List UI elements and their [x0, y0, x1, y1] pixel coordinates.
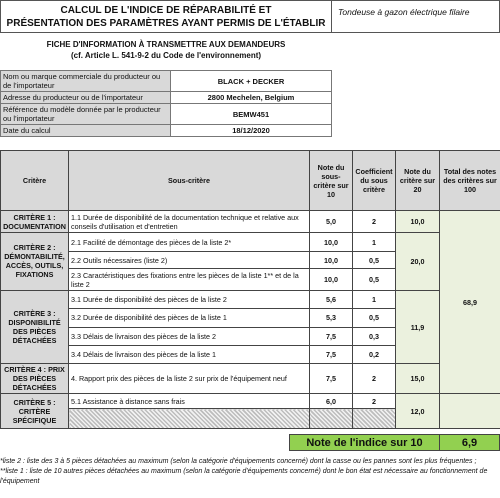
- col-note-critere: Note du critère sur 20: [396, 151, 440, 211]
- col-critere: Critère: [1, 151, 69, 211]
- criterion-score: 15,0: [396, 364, 440, 394]
- info-label: Référence du modèle donnée par le producteur ou l'importateur: [1, 104, 171, 125]
- info-row: [1, 125, 332, 137]
- title-line-2: PRÉSENTATION DES PARAMÈTRES AYANT PERMIS DE L'ÉTABLIR: [6, 18, 326, 29]
- sub-criterion-label: 2.3 Caractéristiques des fixations entre les pièces de la liste 1** et de la liste 2: [69, 269, 310, 291]
- table-row: [1, 290, 500, 308]
- criteria-header-row: [1, 151, 500, 211]
- sub-criterion-coef: 2: [353, 394, 396, 409]
- col-coef: Coefficient du sous critère: [353, 151, 396, 211]
- footnotes: [0, 457, 500, 487]
- criterion-name: CRITÈRE 2 : DÉMONTABILITÉ, ACCÈS, OUTILS, FIXATIONS: [1, 232, 69, 290]
- fiche-line-2: (cf. Article L. 541-9-2 du Code de l'environnement): [70, 51, 262, 60]
- table-row: [1, 211, 500, 233]
- criteria-table: [0, 150, 500, 451]
- col-sous-critere: Sous-critère: [69, 151, 310, 211]
- sub-criterion-label: 1.1 Durée de disponibilité de la documentation technique et relative aux conseils d'utilisation et d'entretien: [69, 211, 310, 233]
- fiche-subtitle: [0, 39, 332, 61]
- criterion-name: CRITÈRE 4 : PRIX DES PIÈCES DÉTACHÉES: [1, 364, 69, 394]
- final-score-value: 6,9: [440, 434, 500, 451]
- footnote-2: **liste 1 : liste de 10 autres pièces détachées au maximum (selon la catégorie d'équipements concerné) dont le bon état est nécessaire au fonctionnement de l'équipement: [0, 468, 488, 485]
- criterion-score: 20,0: [396, 232, 440, 290]
- sub-criterion-coef: 2: [353, 211, 396, 233]
- criterion-name: CRITÈRE 1 : DOCUMENTATION: [1, 211, 69, 233]
- total-spacer: [440, 394, 500, 428]
- sub-criterion-coef: 0,3: [353, 327, 396, 345]
- criterion-name: CRITÈRE 5 : CRITÈRE SPÉCIFIQUE: [1, 394, 69, 428]
- sub-criterion-note: 7,5: [310, 345, 353, 363]
- sub-criterion-label: 3.4 Délais de livraison des pièces de la liste 1: [69, 345, 310, 363]
- criterion-name: CRITÈRE 3 : DISPONIBILITÉ DES PIÈCES DÉTACHÉES: [1, 290, 69, 363]
- final-score-label: Note de l'indice sur 10: [289, 434, 440, 451]
- col-note-sous: Note du sous-critère sur 10: [310, 151, 353, 211]
- title-line-1: CALCUL DE L'INDICE DE RÉPARABILITÉ ET: [60, 5, 272, 16]
- table-row: [1, 394, 500, 409]
- info-value: 2800 Mechelen, Belgium: [171, 92, 332, 104]
- info-value: BLACK + DECKER: [171, 71, 332, 92]
- hatched-cell: [69, 409, 310, 428]
- product-name: Tondeuse à gazon électrique filaire: [332, 0, 500, 33]
- info-label: Nom ou marque commerciale du producteur ou de l'importateur: [1, 71, 171, 92]
- sub-criterion-label: 3.2 Durée de disponibilité des pièces de la liste 1: [69, 309, 310, 327]
- info-row: [1, 104, 332, 125]
- sub-criterion-note: 7,5: [310, 327, 353, 345]
- sub-criterion-note: 10,0: [310, 232, 353, 251]
- table-row: [1, 232, 500, 251]
- info-row: [1, 92, 332, 104]
- hatched-cell: [353, 409, 396, 428]
- footnote-1: *liste 2 : liste des 3 à 5 pièces détachées au maximum (selon la catégorie d'équipements concerné) dont la casse ou les pannes sont les plus fréquentes ;: [0, 458, 477, 465]
- sub-criterion-label: 5.1 Assistance à distance sans frais: [69, 394, 310, 409]
- info-row: [1, 71, 332, 92]
- sub-criterion-coef: 0,5: [353, 252, 396, 269]
- sub-criterion-coef: 1: [353, 232, 396, 251]
- producer-info-table: [0, 70, 332, 137]
- criterion-score: 10,0: [396, 211, 440, 233]
- title-box: [0, 0, 332, 33]
- sub-criterion-note: 5,0: [310, 211, 353, 233]
- sub-criterion-coef: 0,5: [353, 269, 396, 291]
- sub-criterion-coef: 2: [353, 364, 396, 394]
- col-total: Total des notes des critères sur 100: [440, 151, 500, 211]
- sub-criterion-note: 6,0: [310, 394, 353, 409]
- criterion-score: 11,9: [396, 290, 440, 363]
- sub-criterion-coef: 1: [353, 290, 396, 308]
- fiche-line-1: FICHE D'INFORMATION À TRANSMETTRE AUX DEMANDEURS: [46, 40, 286, 49]
- sub-criterion-coef: 0,5: [353, 309, 396, 327]
- info-value: 18/12/2020: [171, 125, 332, 137]
- info-label: Adresse du producteur ou de l'importateur: [1, 92, 171, 104]
- sub-criterion-note: 5,3: [310, 309, 353, 327]
- info-label: Date du calcul: [1, 125, 171, 137]
- sub-criterion-note: 10,0: [310, 269, 353, 291]
- sub-criterion-note: 7,5: [310, 364, 353, 394]
- sub-criterion-note: 5,6: [310, 290, 353, 308]
- info-value: BEMW451: [171, 104, 332, 125]
- total-score: 68,9: [440, 211, 500, 394]
- sub-criterion-label: 2.2 Outils nécessaires (liste 2): [69, 252, 310, 269]
- sub-criterion-coef: 0,2: [353, 345, 396, 363]
- sub-criterion-label: 3.3 Délais de livraison des pièces de la liste 2: [69, 327, 310, 345]
- sub-criterion-note: 10,0: [310, 252, 353, 269]
- sub-criterion-label: 3.1 Durée de disponibilité des pièces de la liste 2: [69, 290, 310, 308]
- table-row: [1, 364, 500, 394]
- sub-criterion-label: 2.1 Facilité de démontage des pièces de la liste 2*: [69, 232, 310, 251]
- sub-criterion-label: 4. Rapport prix des pièces de la liste 2 sur prix de l'équipement neuf: [69, 364, 310, 394]
- criterion-score: 12,0: [396, 394, 440, 428]
- hatched-cell: [310, 409, 353, 428]
